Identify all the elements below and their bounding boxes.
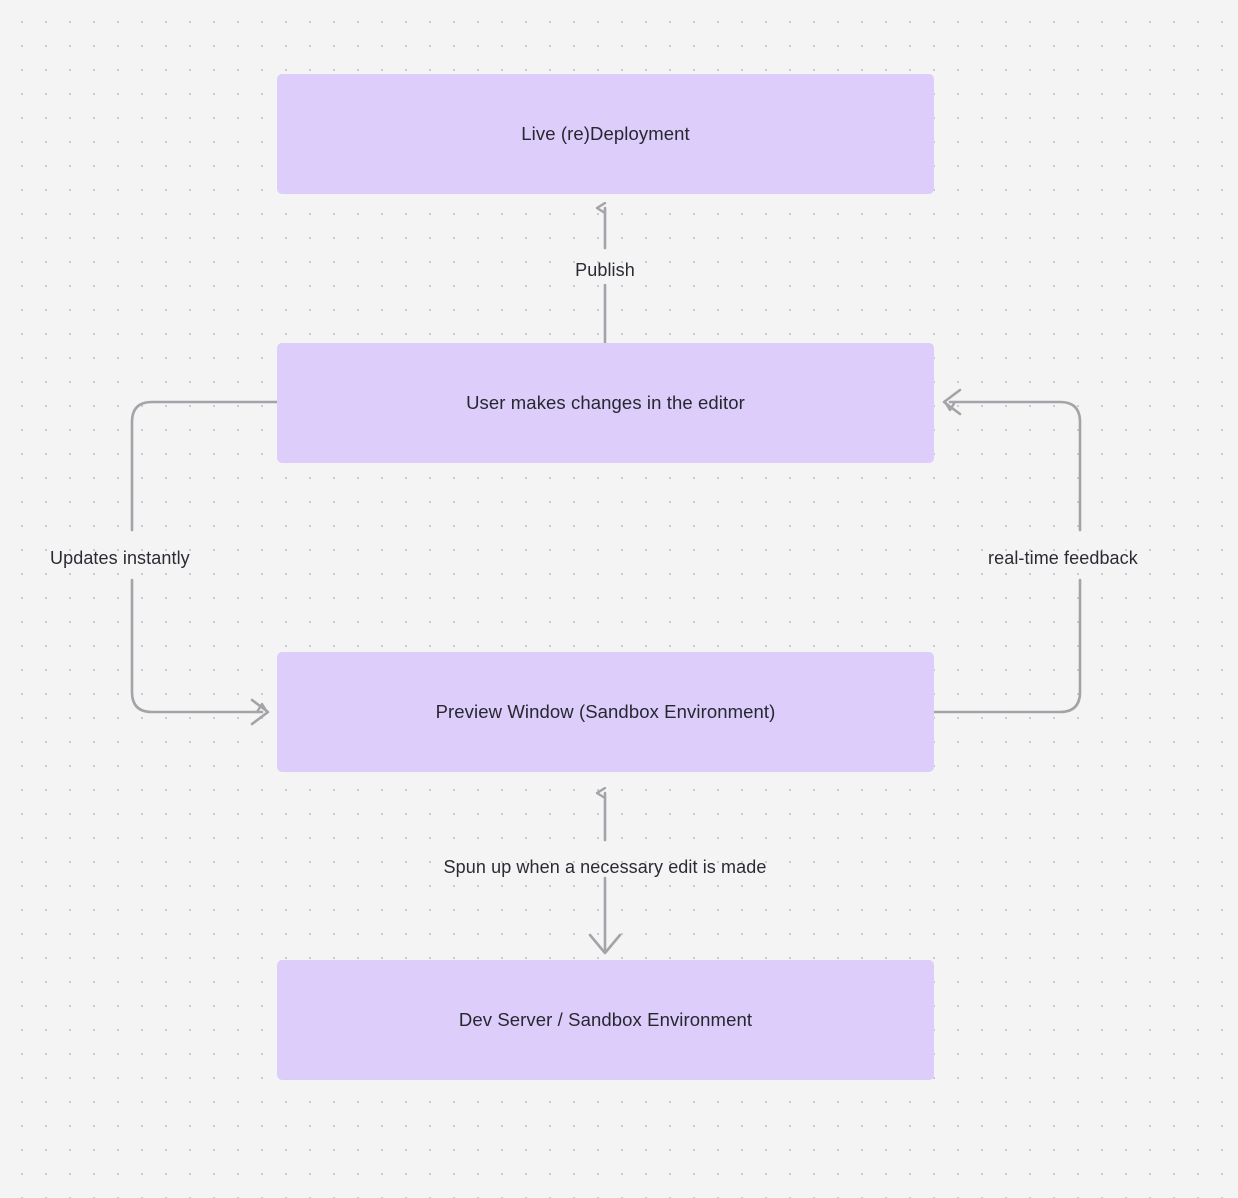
edge-label-real-time-feedback: real-time feedback (988, 548, 1138, 568)
node-label: Dev Server / Sandbox Environment (458, 1008, 753, 1030)
node-label: Preview Window (Sandbox Environment) (435, 700, 776, 722)
node-live-redeployment[interactable] (277, 74, 934, 194)
node-label: User makes changes in the editor (466, 391, 745, 413)
node-preview-window[interactable] (277, 652, 934, 772)
edge-label-updates-instantly: Updates instantly (50, 548, 190, 568)
edge-label-spun-up-when-a-necessary-edit-is-made: Spun up when a necessary edit is made (443, 857, 767, 877)
node-label: Live (re)Deployment (521, 122, 690, 144)
edge-label-publish: Publish (575, 260, 635, 280)
node-dev-server-sandbox-environment[interactable] (277, 960, 934, 1080)
node-user-makes-changes-in-the-editor[interactable] (277, 343, 934, 463)
